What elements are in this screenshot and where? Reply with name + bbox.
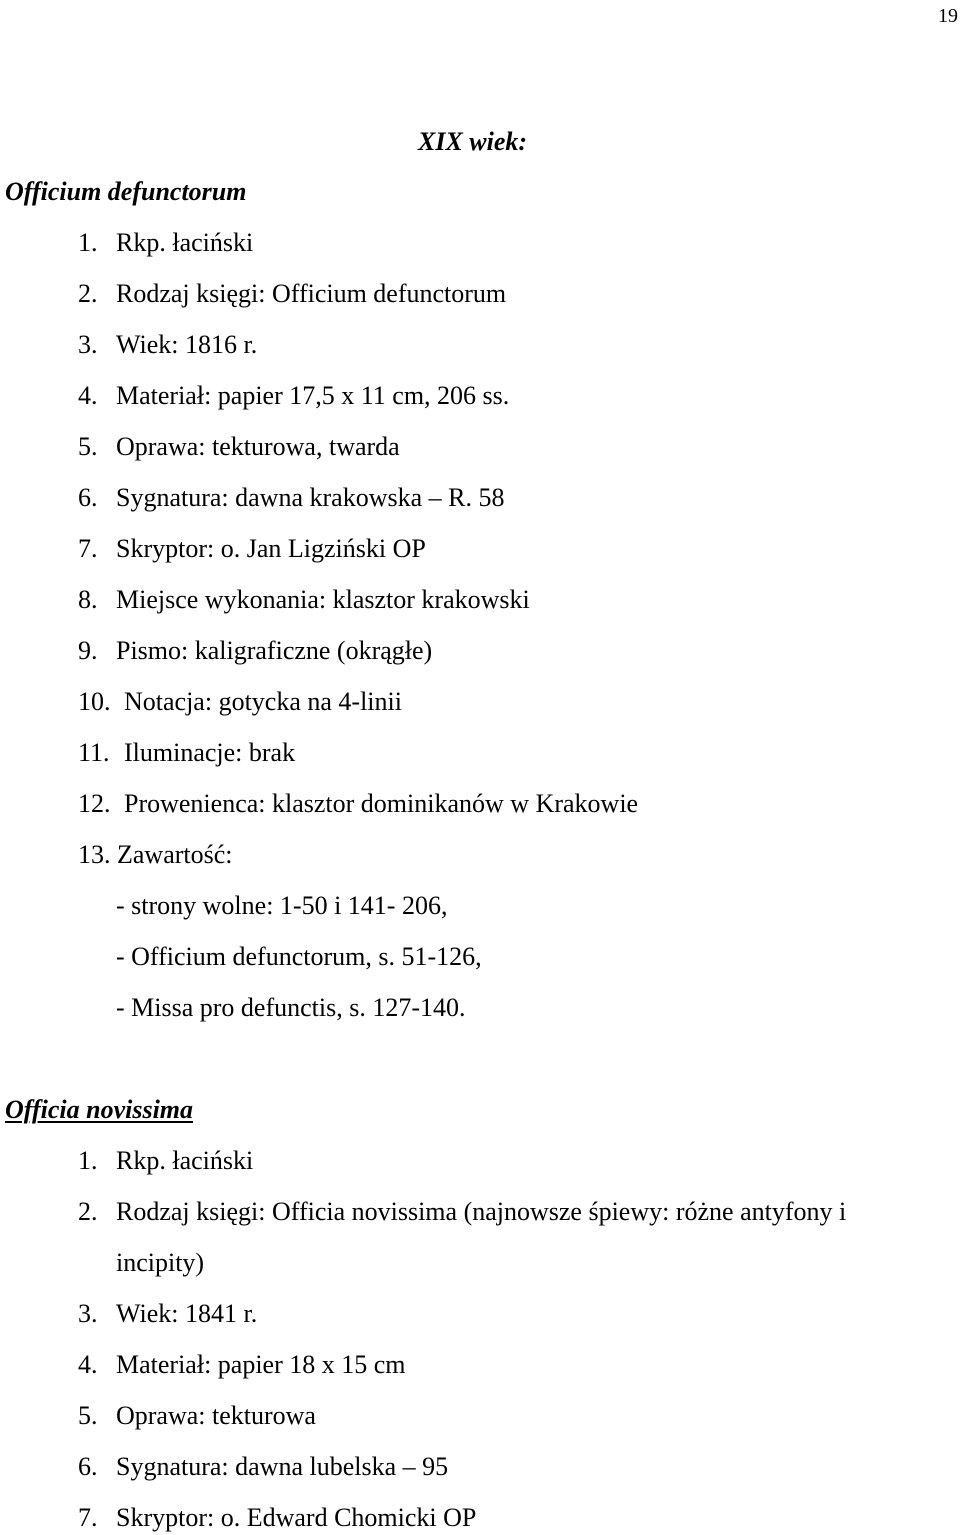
item-text: Rkp. łaciński [116,1146,254,1175]
item-text: Rodzaj księgi: Officium defunctorum [116,279,507,308]
item-text: Iluminacje: brak [124,738,296,767]
item-text: Pismo: kaligraficzne (okrągłe) [116,636,433,665]
item-text: Wiek: 1841 r. [116,1299,258,1328]
item-number: 3. [78,1299,98,1328]
item-text: Skryptor: o. Edward Chomicki OP [116,1503,477,1532]
item-number: 6. [78,483,98,512]
page-number: 19 [938,5,958,27]
item-text: Zawartość: [117,840,233,869]
item-number: 1. [78,1146,98,1175]
item-number: 5. [78,1401,98,1430]
item-text: Materiał: papier 17,5 x 11 cm, 206 ss. [116,381,510,410]
item-text: Oprawa: tekturowa [116,1401,316,1430]
section-title: Officium defunctorum [5,177,247,206]
contents-text: - strony wolne: 1-50 i 141- 206, [116,891,448,920]
item-number: 2. [78,279,98,308]
item-number: 8. [78,585,98,614]
item-text: Oprawa: tekturowa, twarda [116,432,400,461]
item-text: Wiek: 1816 r. [116,330,258,359]
item-number: 9. [78,636,98,665]
item-text: Rkp. łaciński [116,228,254,257]
item-number: 7. [78,1503,98,1532]
item-text: Sygnatura: dawna lubelska – 95 [116,1452,449,1481]
item-number: 6. [78,1452,98,1481]
section-title: Officia novissima [5,1095,194,1124]
contents-text: - Officium defunctorum, s. 51-126, [116,942,482,971]
item-text: Sygnatura: dawna krakowska – R. 58 [116,483,505,512]
item-number: 3. [78,330,98,359]
item-text: Rodzaj księgi: Officia novissima (najnowsze śpiewy: różne antyfony i [116,1197,847,1226]
item-number: 12. [78,789,111,818]
item-text: Miejsce wykonania: klasztor krakowski [116,585,530,614]
item-text: Materiał: papier 18 x 15 cm [116,1350,406,1379]
item-text: Prowenienca: klasztor dominikanów w Krakowie [124,789,639,818]
item-number: 1. [78,228,98,257]
item-number: 10. [78,687,111,716]
item-text: incipity) [116,1248,205,1277]
item-number: 7. [78,534,98,563]
contents-text: - Missa pro defunctis, s. 127-140. [116,993,466,1022]
item-number: 4. [78,1350,98,1379]
item-number: 5. [78,432,98,461]
item-text: Skryptor: o. Jan Ligziński OP [116,534,426,563]
item-text: Notacja: gotycka na 4-linii [124,687,402,716]
item-number: 4. [78,381,98,410]
item-number: 13. [78,840,111,869]
century-heading: XIX wiek: [418,127,528,156]
item-number: 11. [78,738,110,767]
item-number: 2. [78,1197,98,1226]
